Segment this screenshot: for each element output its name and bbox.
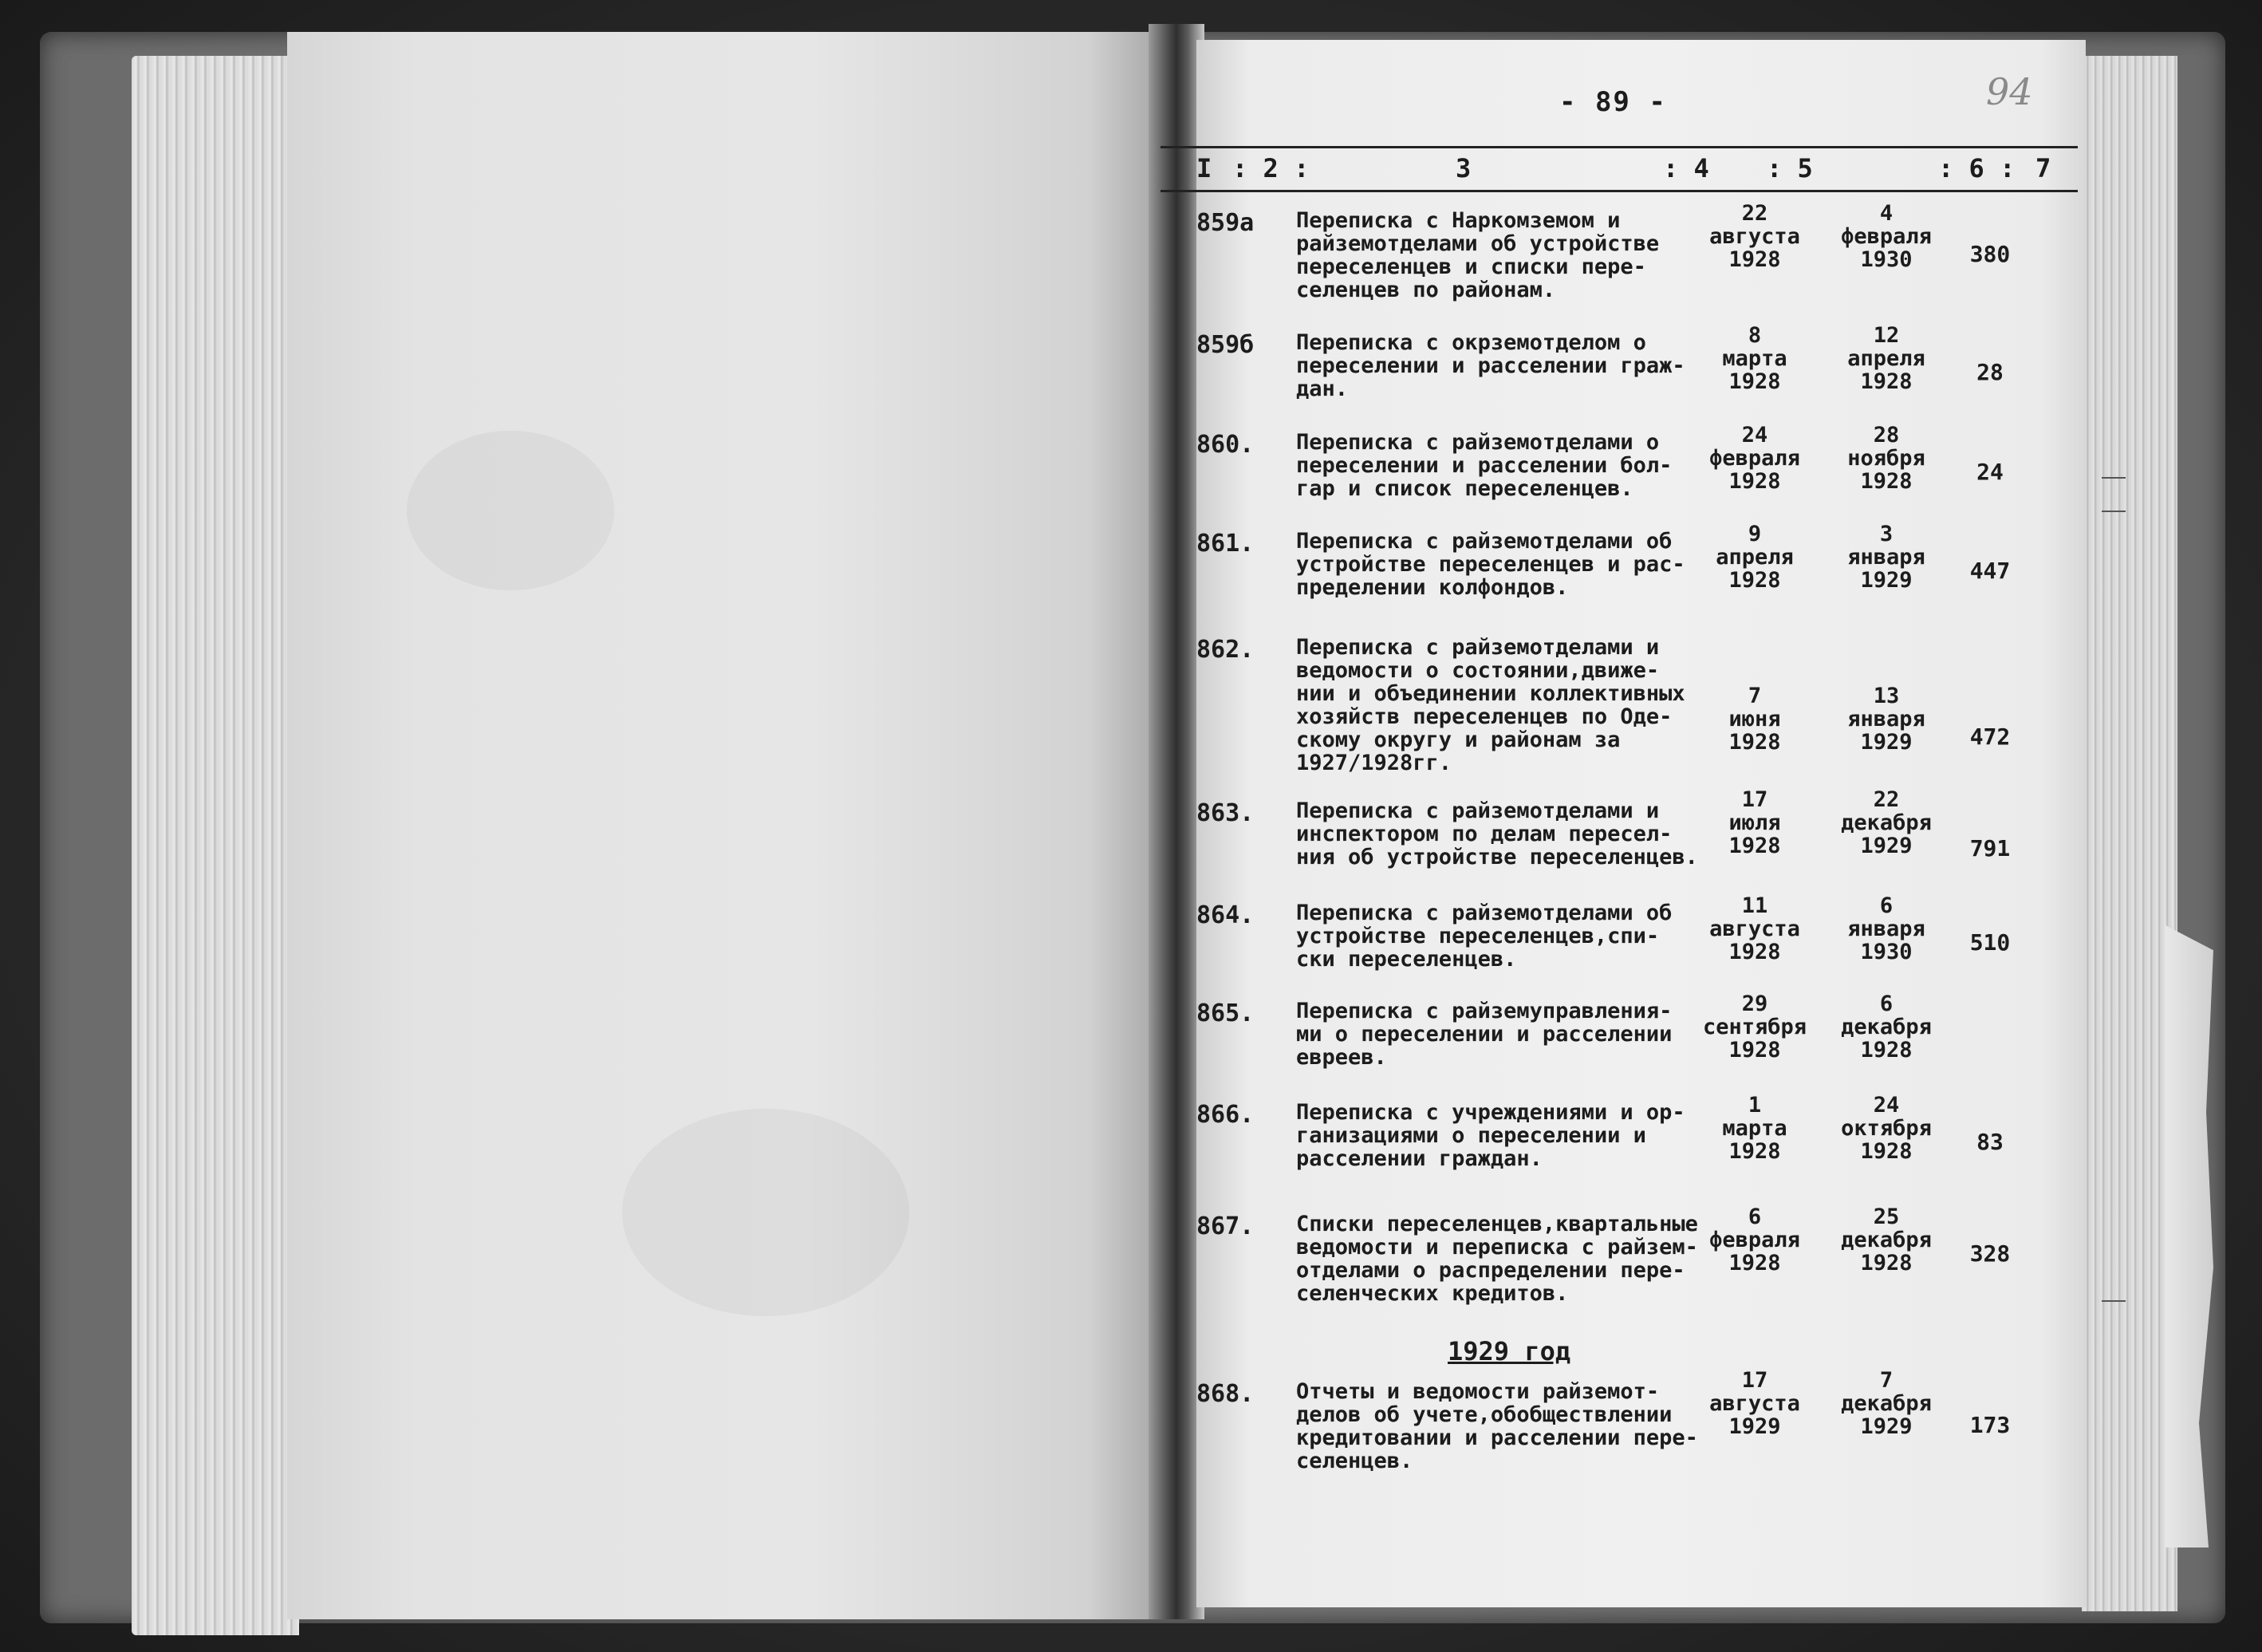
entry-end-date-part: ноября xyxy=(1847,446,1925,471)
entry-end-date-part: 1929 xyxy=(1860,1414,1913,1439)
entry-end-date-part: 1930 xyxy=(1860,940,1913,964)
entry-end-date-part: 1928 xyxy=(1860,1139,1913,1164)
description-line: Переписка с райземотделами о xyxy=(1296,430,1660,455)
paper-stain xyxy=(622,1109,909,1316)
entry-sheet-count: 328 xyxy=(1969,1240,2011,1267)
entry-start-date-part: 17 xyxy=(1741,787,1768,812)
description-line: нии и объединении коллективных xyxy=(1296,681,1685,706)
entry-sheet-count: 28 xyxy=(1976,359,2004,385)
description-line: устройстве переселенцев и рас- xyxy=(1296,552,1685,577)
entry-sheet-count: 83 xyxy=(1976,1129,2004,1155)
entry-end-date xyxy=(1811,1205,1962,1275)
description-line: инспектором по делам пересел- xyxy=(1296,822,1673,846)
entry-description xyxy=(1296,999,1743,1069)
entry-start-date-part: 1928 xyxy=(1728,247,1781,272)
description-line: 1927/1928гг. xyxy=(1296,751,1452,775)
entry-end-date-part: 25 xyxy=(1873,1205,1900,1229)
description-line: Переписка с райземотделами об xyxy=(1296,901,1673,925)
entry-end-date xyxy=(1811,424,1962,493)
entry-end-date-part: 6 xyxy=(1879,992,1894,1016)
entry-start-date-part: августа xyxy=(1709,1391,1800,1416)
entry-start-date xyxy=(1679,1205,1830,1275)
entry-number: 862. xyxy=(1196,636,1255,664)
entry-start-date-part: 11 xyxy=(1741,893,1768,918)
column-header-1: I xyxy=(1196,153,1212,183)
description-line: селенцев. xyxy=(1296,1449,1413,1473)
entry-start-date-part: 1928 xyxy=(1728,1038,1781,1063)
entry-end-date-part: октября xyxy=(1841,1116,1932,1141)
entry-end-date-part: февраля xyxy=(1841,224,1932,249)
description-line: скому округу и районам за xyxy=(1296,727,1621,752)
archive-page-number: 94 xyxy=(1986,70,2033,113)
description-line: делов об учете,обобществлении xyxy=(1296,1402,1673,1427)
paper-stain xyxy=(407,431,614,590)
description-line: расселении граждан. xyxy=(1296,1146,1543,1171)
entry-start-date-part: 1928 xyxy=(1728,568,1781,593)
description-line: ски переселенцев. xyxy=(1296,947,1517,972)
entry-end-date-part: 1929 xyxy=(1860,730,1913,755)
entry-sheet-count: 173 xyxy=(1969,1412,2011,1438)
entry-description xyxy=(1296,331,1743,400)
entry-start-date xyxy=(1679,324,1830,393)
description-line: райземотделами об устройстве xyxy=(1296,231,1660,256)
entry-start-date-part: сентября xyxy=(1702,1015,1807,1039)
entry-sheet-count: 510 xyxy=(1969,929,2011,956)
entry-start-date-part: 1 xyxy=(1748,1093,1762,1118)
entry-end-date-part: 13 xyxy=(1873,684,1900,708)
entry-start-date-part: 17 xyxy=(1741,1368,1768,1393)
entry-number: 868. xyxy=(1196,1380,1255,1408)
description-line: Переписка с окрземотделом о xyxy=(1296,330,1646,355)
column-header-5: : 5 xyxy=(1767,153,1813,183)
description-line: Переписка с учреждениями и ор- xyxy=(1296,1100,1685,1125)
entry-start-date-part: марта xyxy=(1722,346,1787,371)
column-header-4: : 4 xyxy=(1663,153,1709,183)
entry-number: 866. xyxy=(1196,1101,1255,1129)
description-line: ведомости о состоянии,движе- xyxy=(1296,658,1660,683)
entry-description xyxy=(1296,799,1743,869)
description-line: ния об устройстве переселенцев. xyxy=(1296,845,1698,869)
entry-start-date xyxy=(1679,1094,1830,1163)
entry-description xyxy=(1296,1212,1743,1305)
entry-end-date xyxy=(1811,522,1962,592)
description-line: устройстве переселенцев,спи- xyxy=(1296,924,1660,948)
entry-number: 865. xyxy=(1196,999,1255,1027)
entry-end-date-part: декабря xyxy=(1841,810,1932,835)
entry-start-date-part: 1928 xyxy=(1728,369,1781,394)
entry-start-date-part: 1929 xyxy=(1728,1414,1781,1439)
entry-number: 863. xyxy=(1196,799,1255,827)
description-line: ми о переселении и расселении xyxy=(1296,1022,1673,1047)
entry-start-date xyxy=(1679,1369,1830,1438)
description-line: ганизациями о переселении и xyxy=(1296,1123,1646,1148)
entry-number: 860. xyxy=(1196,431,1255,459)
entry-number: 864. xyxy=(1196,901,1255,929)
entry-end-date-part: 1930 xyxy=(1860,247,1913,272)
entry-end-date-part: декабря xyxy=(1841,1391,1932,1416)
entry-description xyxy=(1296,530,1743,599)
entry-number: 867. xyxy=(1196,1212,1255,1240)
entry-start-date xyxy=(1679,894,1830,964)
entry-sheet-count: 791 xyxy=(1969,835,2011,861)
entry-sheet-count: 24 xyxy=(1976,459,2004,485)
entry-start-date-part: апреля xyxy=(1716,545,1794,570)
description-line: Отчеты и ведомости райземот- xyxy=(1296,1379,1660,1404)
entry-end-date-part: 1928 xyxy=(1860,469,1913,494)
entry-start-date-part: марта xyxy=(1722,1116,1787,1141)
entry-end-date xyxy=(1811,1369,1962,1438)
column-header-2: : 2 : xyxy=(1232,153,1310,183)
entry-start-date-part: 9 xyxy=(1748,522,1762,546)
entry-sheet-count: 472 xyxy=(1969,723,2011,750)
entry-end-date xyxy=(1811,788,1962,858)
entry-start-date xyxy=(1679,202,1830,271)
entry-end-date-part: декабря xyxy=(1841,1015,1932,1039)
entry-end-date-part: 24 xyxy=(1873,1093,1900,1118)
entry-start-date-part: 29 xyxy=(1741,992,1768,1016)
entry-start-date-part: 1928 xyxy=(1728,940,1781,964)
description-line: переселении и расселении бол- xyxy=(1296,453,1673,478)
left-page-edges xyxy=(132,56,299,1635)
entry-start-date-part: августа xyxy=(1709,224,1800,249)
entry-end-date-part: 22 xyxy=(1873,787,1900,812)
entry-start-date-part: 8 xyxy=(1748,323,1762,348)
entry-end-date-part: 12 xyxy=(1873,323,1900,348)
entry-start-date xyxy=(1679,424,1830,493)
entry-end-date-part: 6 xyxy=(1879,893,1894,918)
entry-number: 861. xyxy=(1196,530,1255,558)
entry-description xyxy=(1296,431,1743,500)
header-bottom-rule xyxy=(1161,190,2078,192)
description-line: Списки переселенцев,квартальные xyxy=(1296,1212,1698,1236)
entry-sheet-count: 447 xyxy=(1969,558,2011,584)
entry-start-date-part: июня xyxy=(1728,707,1781,731)
description-line: Переписка с Наркомземом и xyxy=(1296,208,1621,233)
entry-end-date-part: 1928 xyxy=(1860,1038,1913,1063)
column-header-3: 3 xyxy=(1456,153,1472,183)
margin-tick xyxy=(2102,511,2126,512)
description-line: дан. xyxy=(1296,377,1349,401)
page-number: - 89 - xyxy=(1559,86,1667,118)
description-line: селенцев по районам. xyxy=(1296,278,1556,302)
entry-end-date xyxy=(1811,1094,1962,1163)
entry-end-date-part: 4 xyxy=(1879,201,1894,226)
entry-start-date-part: 1928 xyxy=(1728,1251,1781,1275)
entry-number: 859а xyxy=(1196,209,1255,237)
entry-end-date xyxy=(1811,202,1962,271)
description-line: Переписка с райземотделами об xyxy=(1296,529,1673,554)
entry-start-date xyxy=(1679,522,1830,592)
year-heading: 1929 год xyxy=(1448,1336,1571,1366)
entry-start-date xyxy=(1679,992,1830,1062)
entry-start-date-part: 1928 xyxy=(1728,730,1781,755)
entry-end-date-part: января xyxy=(1847,545,1925,570)
header-top-rule xyxy=(1161,146,2078,148)
entry-end-date-part: декабря xyxy=(1841,1228,1932,1252)
entry-end-date-part: 1929 xyxy=(1860,568,1913,593)
entry-start-date-part: 7 xyxy=(1748,684,1762,708)
description-line: кредитовании и расселении пере- xyxy=(1296,1425,1698,1450)
entry-end-date-part: 1929 xyxy=(1860,834,1913,858)
entry-start-date-part: 1928 xyxy=(1728,1139,1781,1164)
entry-end-date-part: января xyxy=(1847,707,1925,731)
description-line: хозяйств переселенцев по Оде- xyxy=(1296,704,1673,729)
entry-end-date xyxy=(1811,894,1962,964)
entry-end-date-part: апреля xyxy=(1847,346,1925,371)
entry-end-date-part: 1928 xyxy=(1860,369,1913,394)
entry-start-date-part: 1928 xyxy=(1728,834,1781,858)
right-page-edges xyxy=(2082,56,2177,1611)
left-blank-page xyxy=(287,32,1157,1619)
description-line: Переписка с райземуправления- xyxy=(1296,999,1673,1023)
entry-start-date-part: февраля xyxy=(1709,446,1800,471)
entry-start-date-part: 6 xyxy=(1748,1205,1762,1229)
entry-end-date-part: 28 xyxy=(1873,423,1900,447)
description-line: Переписка с райземотделами и xyxy=(1296,798,1660,823)
description-line: Переписка с райземотделами и xyxy=(1296,635,1660,660)
description-line: гар и список переселенцев. xyxy=(1296,476,1633,501)
entry-description xyxy=(1296,209,1743,302)
description-line: пределении колфондов. xyxy=(1296,575,1569,600)
entry-start-date xyxy=(1679,788,1830,858)
entry-start-date xyxy=(1679,684,1830,754)
description-line: переселении и расселении граж- xyxy=(1296,353,1685,378)
entry-end-date-part: 7 xyxy=(1879,1368,1894,1393)
entry-description xyxy=(1296,901,1743,971)
description-line: селенческих кредитов. xyxy=(1296,1281,1569,1306)
description-line: переселенцев и списки пере- xyxy=(1296,254,1646,279)
column-header-6: : 6 : xyxy=(1938,153,2016,183)
description-line: отделами о распределении пере- xyxy=(1296,1258,1685,1283)
entry-end-date-part: 3 xyxy=(1879,522,1894,546)
entry-number: 859б xyxy=(1196,331,1255,359)
margin-tick xyxy=(2102,477,2126,479)
description-line: ведомости и переписка с райзем- xyxy=(1296,1235,1698,1260)
entry-description xyxy=(1296,636,1743,775)
entry-end-date-part: января xyxy=(1847,917,1925,941)
entry-description xyxy=(1296,1101,1743,1170)
entry-start-date-part: августа xyxy=(1709,917,1800,941)
entry-end-date xyxy=(1811,684,1962,754)
entry-start-date-part: 24 xyxy=(1741,423,1768,447)
entry-start-date-part: июля xyxy=(1728,810,1781,835)
entry-sheet-count: 380 xyxy=(1969,241,2011,267)
column-header-7: 7 xyxy=(2035,153,2051,183)
entry-end-date-part: 1928 xyxy=(1860,1251,1913,1275)
entry-start-date-part: февраля xyxy=(1709,1228,1800,1252)
entry-end-date xyxy=(1811,324,1962,393)
entry-start-date-part: 1928 xyxy=(1728,469,1781,494)
entry-description xyxy=(1296,1380,1743,1473)
margin-tick xyxy=(2102,1300,2126,1302)
entry-end-date xyxy=(1811,992,1962,1062)
description-line: евреев. xyxy=(1296,1045,1387,1070)
entry-start-date-part: 22 xyxy=(1741,201,1768,226)
